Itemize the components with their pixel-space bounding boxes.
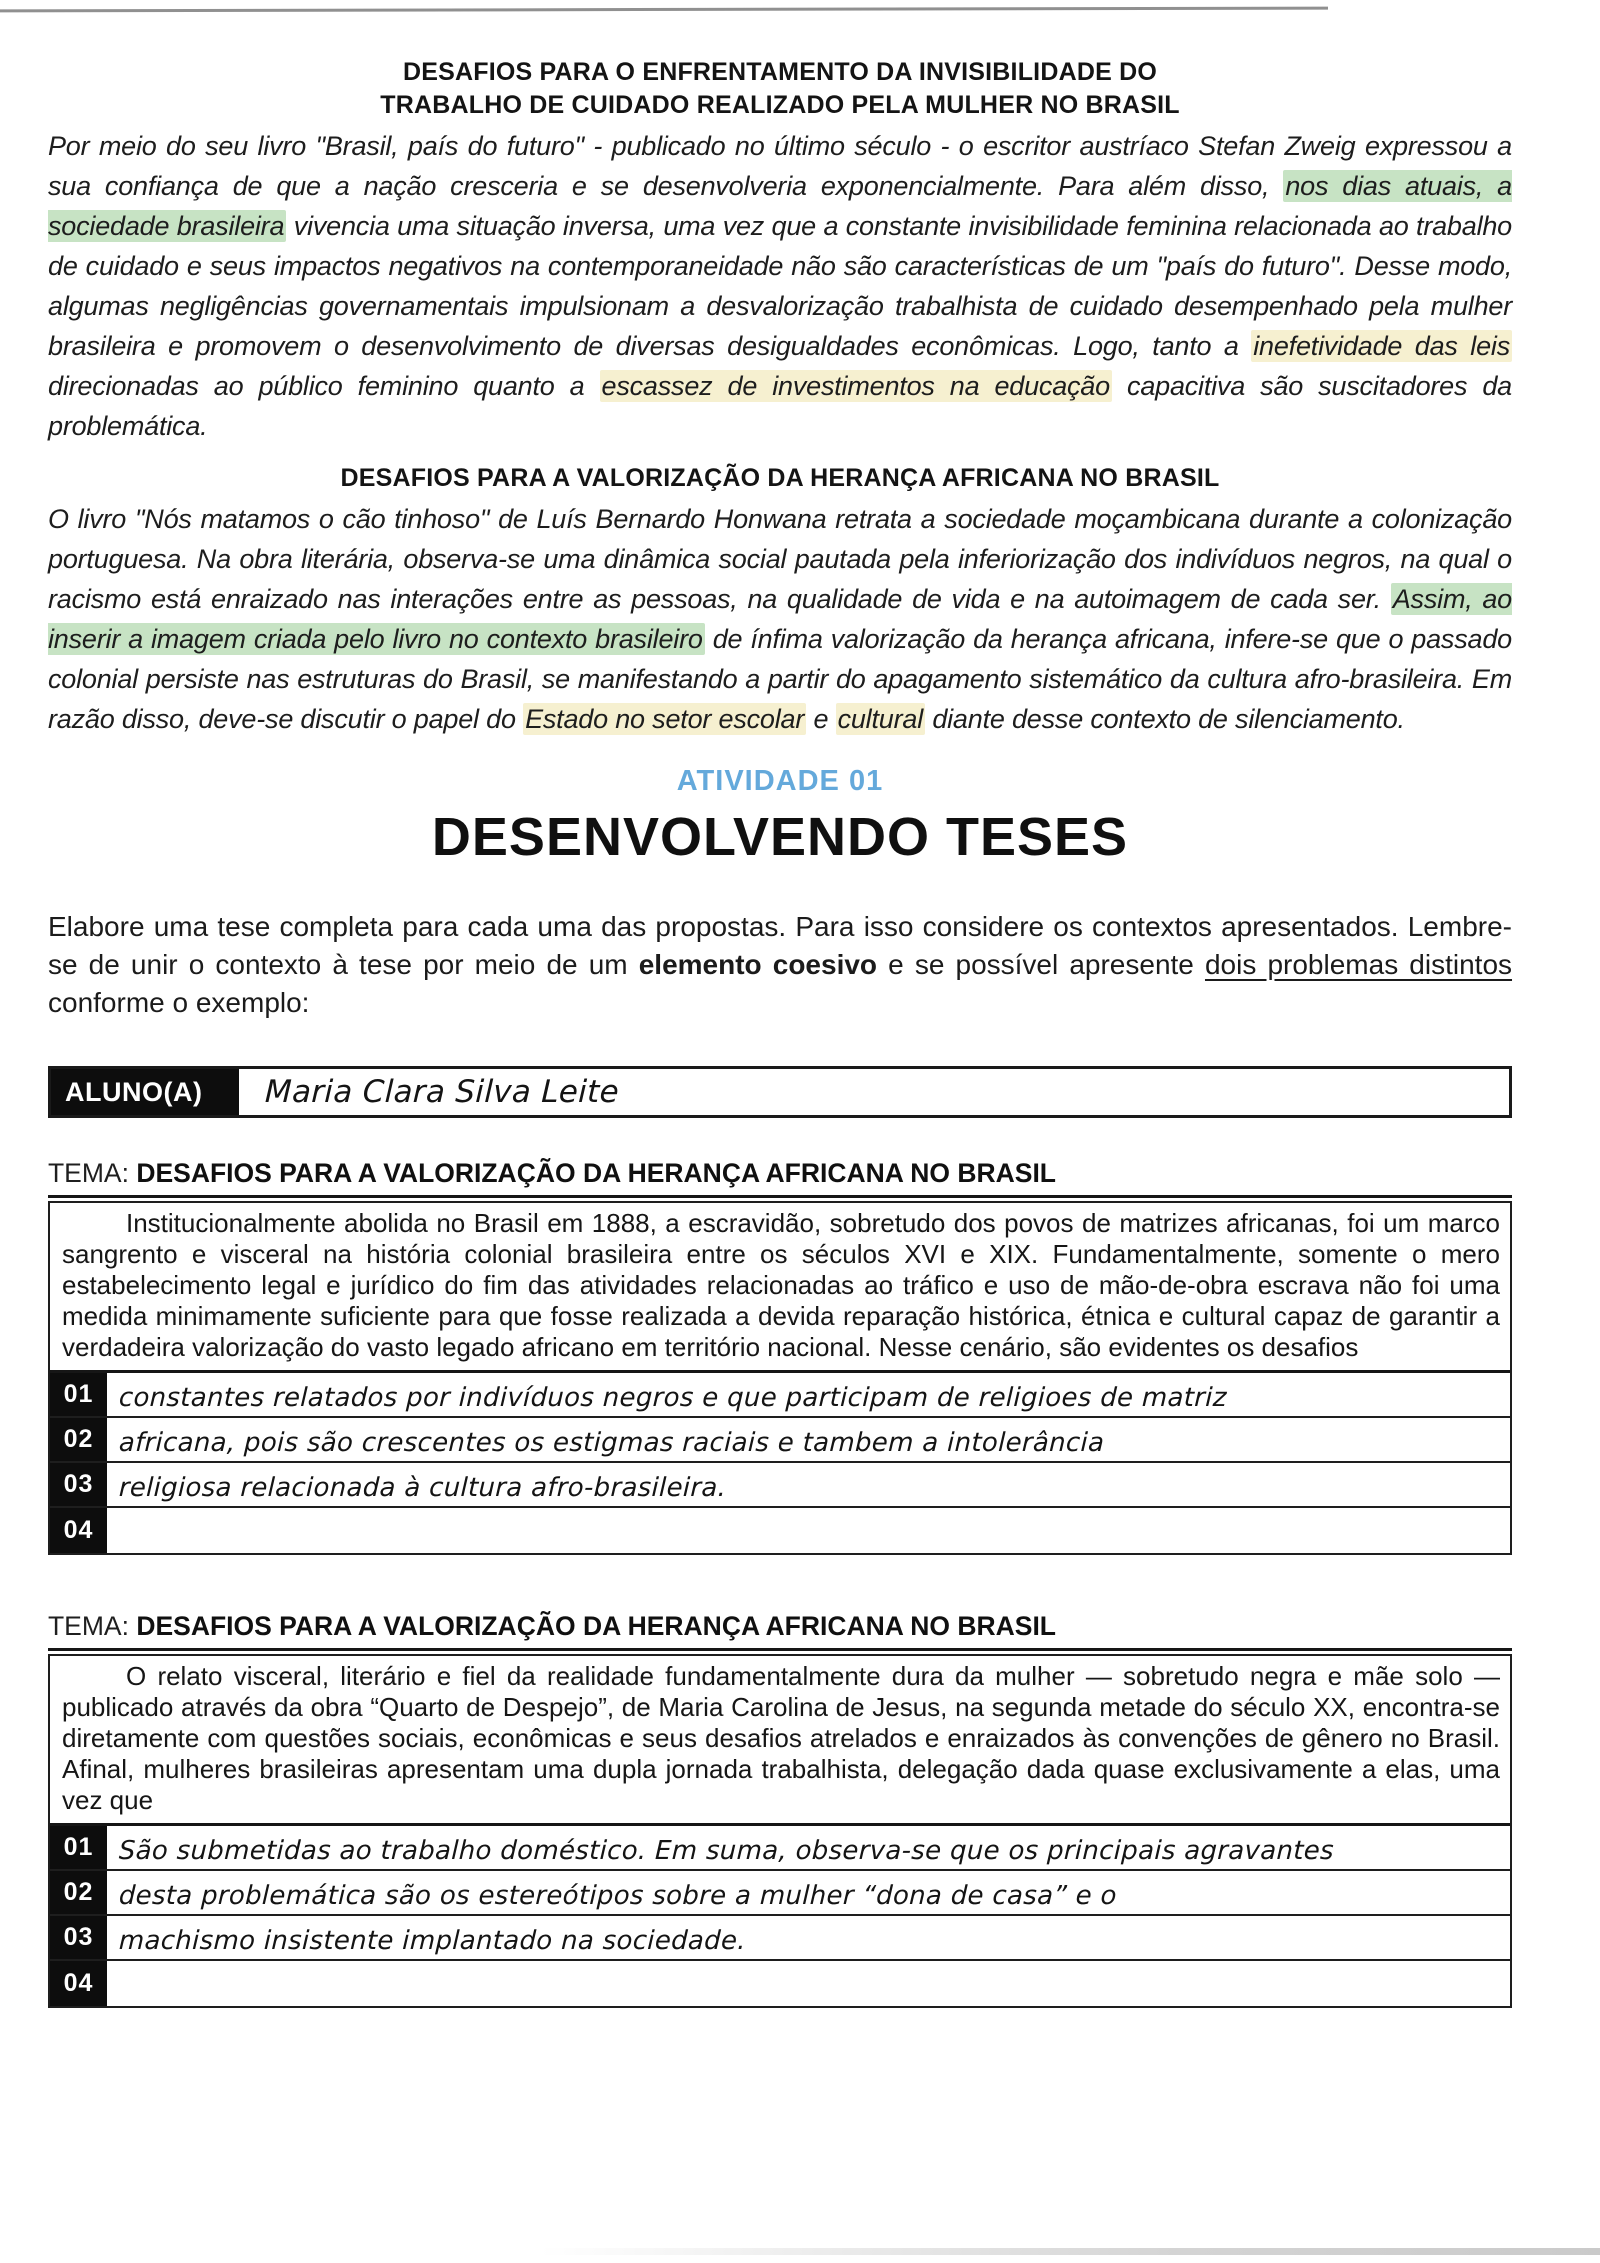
handwritten-answer-text: constantes relatados por indivíduos negros e que participam de religioes de matriz — [118, 1383, 1228, 1413]
answer-line-row — [50, 1916, 1510, 1961]
context1-text: Por meio do seu livro "Brasil, país do futuro" - publicado no último século - o escritor austríaco Stefan Zweig expressou a sua confiança de que a nação cresceria e se desenvolveria exponencialmente. Para além disso, — [48, 131, 1512, 201]
answer-line-row — [50, 1826, 1510, 1871]
context2-text: e — [806, 704, 836, 734]
scan-artifact-bottom-smudge — [540, 2248, 1600, 2255]
student-name-handwritten: Maria Clara Silva Leite — [264, 1074, 620, 1110]
theme-block-1 — [48, 1158, 1512, 1555]
instructions-bold-phrase: elemento coesivo — [638, 949, 878, 980]
theme1-answer-box — [48, 1201, 1512, 1555]
answer-line-row — [50, 1961, 1510, 2006]
context1-text: capacitiva são suscitadores da problemática. — [48, 371, 1512, 441]
instructions-paragraph — [48, 908, 1512, 1022]
handwritten-answer-text: São submetidas ao trabalho doméstico. Em suma, observa-se que os principais agravantes — [118, 1836, 1335, 1866]
context1-paragraph — [48, 126, 1512, 446]
answer-line-row — [50, 1871, 1510, 1916]
theme2-heading — [48, 1611, 1512, 1651]
context2-text: de ínfima valorização da herança africana, infere-se que o passado colonial persiste nas estruturas do Brasil, se manifestando a partir do apagamento sistemático da cultura afro-brasileira. Em razão disso, deve-se discutir o papel do — [48, 624, 1512, 734]
line-number-badge: 04 — [50, 1508, 107, 1553]
line-number-badge: 02 — [50, 1871, 107, 1914]
scan-artifact-top-line — [0, 7, 1328, 13]
activity-number-label: ATIVIDADE 01 — [676, 765, 884, 797]
handwritten-answer-text — [106, 1961, 1511, 2006]
context1-text: direcionadas ao público feminino quanto a — [48, 371, 600, 401]
context2-paragraph — [48, 499, 1512, 739]
highlighted-text-yellow: escassez de investimentos na educação — [601, 371, 1110, 401]
highlighted-text-green: nos dias atuais, a sociedade brasileira — [48, 171, 1512, 241]
handwritten-answer-text: desta problemática são os estereótipos sobre a mulher “dona de casa” e o — [118, 1881, 1118, 1911]
line-number-badge: 03 — [50, 1916, 107, 1959]
line-number-badge: 01 — [50, 1373, 107, 1416]
line-number-badge: 02 — [50, 1418, 107, 1461]
instructions-text: e se possível apresente — [877, 949, 1205, 980]
context1-title-line1: DESAFIOS PARA O ENFRENTAMENTO DA INVISIBILIDADE DO — [402, 58, 1158, 86]
answer-line-row — [50, 1373, 1510, 1418]
instructions-text: Elabore uma tese completa para cada uma das propostas. Para isso considere os contextos apresentados. Lembre-se de unir o contexto à tese por meio de um — [48, 911, 1512, 980]
context2-text: O livro "Nós matamos o cão tinhoso" de Luís Bernardo Honwana retrata a sociedade moçambicana durante a colonização portuguesa. Na obra literária, observa-se uma dinâmica social pautada pela inferiorização dos indivíduos negros, na qual o racismo está enraizado nas interações entre as pessoas, na qualidade de vida e na autoimagem de cada ser. — [48, 504, 1512, 614]
student-name-field — [48, 1066, 1512, 1118]
answer-line-row — [50, 1463, 1510, 1508]
theme2-answer-box — [48, 1654, 1512, 2008]
answer-line-row — [50, 1508, 1510, 1553]
line-number-badge: 04 — [50, 1961, 107, 2006]
theme2-context-paragraph: O relato visceral, literário e fiel da realidade fundamentalmente dura da mulher — sobretudo negra e mãe solo — publicado através da obra “Quarto de Despejo”, de Maria Carolina de Jesus, na segunda metade do século XX, encontra-se diretamente com questões sociais, econômicas e seus desafios atrelados e enraizados às convenções de gênero no Brasil. Afinal, mulheres brasileiras apresentam uma dupla jornada trabalhista, delegação dada quase exclusivamente a elas, uma vez que — [50, 1656, 1510, 1826]
line-number-badge: 01 — [50, 1826, 107, 1869]
instructions-underlined-phrase: dois problemas distintos — [1204, 949, 1513, 980]
highlighted-text-yellow: Estado no setor escolar — [525, 704, 805, 734]
handwritten-answer-text: machismo insistente implantado na sociedade. — [118, 1926, 747, 1956]
theme-label: TEMA: — [48, 1611, 129, 1641]
context1-title-line2: TRABALHO DE CUIDADO REALIZADO PELA MULHER NO BRASIL — [380, 91, 1180, 119]
context2-title: DESAFIOS PARA A VALORIZAÇÃO DA HERANÇA AFRICANA NO BRASIL — [340, 464, 1220, 492]
handwritten-answer-text — [106, 1508, 1511, 1553]
highlighted-text-yellow: inefetividade das leis — [1253, 331, 1510, 361]
highlighted-text-yellow: cultural — [837, 704, 924, 734]
activity-header — [48, 765, 1512, 868]
context1-text: vivencia uma situação inversa, uma vez que a constante invisibilidade feminina relacionada ao trabalho de cuidado e seus impactos negativos na contemporaneidade não são características de um "país do futuro". Desse modo, algumas negligências governamentais impulsionam a desvalorização trabalhista de cuidado desempenhado pela mulher brasileira e promovem o desenvolvimento de diversas desigualdades econômicas. Logo, tanto a — [48, 211, 1512, 361]
theme-block-2 — [48, 1611, 1512, 2008]
theme-label: TEMA: — [48, 1158, 129, 1188]
handwritten-answer-text: religiosa relacionada à cultura afro-brasileira. — [118, 1473, 727, 1503]
highlighted-text-green: Assim, ao inserir a imagem criada pelo livro no contexto brasileiro — [48, 584, 1513, 654]
worksheet-content — [48, 56, 1512, 2008]
answer-line-row — [50, 1418, 1510, 1463]
context1-title — [48, 56, 1512, 122]
theme1-title: DESAFIOS PARA A VALORIZAÇÃO DA HERANÇA AFRICANA NO BRASIL — [136, 1158, 1056, 1188]
theme1-context-paragraph: Institucionalmente abolida no Brasil em 1888, a escravidão, sobretudo dos povos de matrizes africanas, foi um marco sangrento e visceral na história colonial brasileira entre os séculos XVI e XIX. Fundamentalmente, somente o mero estabelecimento legal e jurídico do fim das atividades relacionadas ao tráfico e uso de mão-de-obra escrava não foi uma medida minimamente suficiente para que fosse realizada a devida reparação histórica, étnica e cultural capaz de garantir a verdadeira valorização do vasto legado africano em território nacional. Nesse cenário, são evidentes os desafios — [50, 1203, 1510, 1373]
context2-text: diante desse contexto de silenciamento. — [925, 704, 1405, 734]
theme2-title: DESAFIOS PARA A VALORIZAÇÃO DA HERANÇA AFRICANA NO BRASIL — [136, 1611, 1056, 1641]
theme1-heading — [48, 1158, 1512, 1198]
line-number-badge: 03 — [50, 1463, 107, 1506]
student-label: ALUNO(A) — [51, 1069, 239, 1115]
activity-title: DESENVOLVENDO TESES — [431, 807, 1129, 867]
handwritten-answer-text: africana, pois são crescentes os estigmas raciais e tambem a intolerância — [118, 1428, 1105, 1458]
instructions-text: conforme o exemplo: — [48, 987, 310, 1018]
